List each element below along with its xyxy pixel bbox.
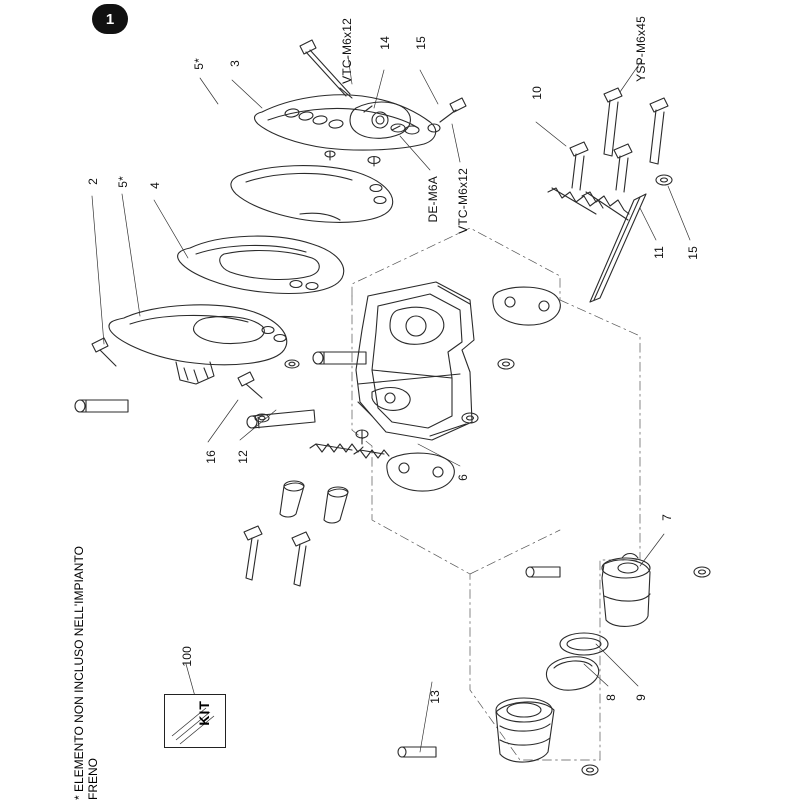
callout-label-4: 4 <box>148 182 162 189</box>
callout-label-14: 14 <box>378 36 392 50</box>
callout-label-12: 12 <box>236 450 250 464</box>
footnote-text: * ELEMENTO NON INCLUSO NELL'IMPIANTO FRENO <box>72 546 100 800</box>
callout-label-5: 5* <box>192 58 206 70</box>
callout-label-de-m6a: DE-M6A <box>426 176 440 223</box>
callout-label-10: 10 <box>530 86 544 100</box>
callout-label-13: 13 <box>428 690 442 704</box>
kit-box <box>164 694 226 748</box>
callout-label-15: 15 <box>414 36 428 50</box>
callout-label-16: 16 <box>204 450 218 464</box>
callout-label-8: 8 <box>604 694 618 701</box>
callout-label-5: 5* <box>116 176 130 188</box>
callout-label-3: 3 <box>228 60 242 67</box>
callout-label-6: 6 <box>456 474 470 481</box>
kit-label: KIT <box>196 700 212 726</box>
callout-label-vtc-m6x12: VTC-M6x12 <box>456 168 470 234</box>
callout-label-100: 100 <box>180 646 194 667</box>
callout-label-9: 9 <box>634 694 648 701</box>
callout-label-15: 15 <box>686 246 700 260</box>
callout-label-7: 7 <box>660 514 674 521</box>
callout-label-2: 2 <box>86 178 100 185</box>
plate-number: 1 <box>105 10 115 28</box>
callout-label-ysp-m6x45: YSP-M6x45 <box>634 16 648 82</box>
callout-label-11: 11 <box>652 246 666 259</box>
callout-label-vtc-m6x12: VTC-M6x12 <box>340 18 354 84</box>
